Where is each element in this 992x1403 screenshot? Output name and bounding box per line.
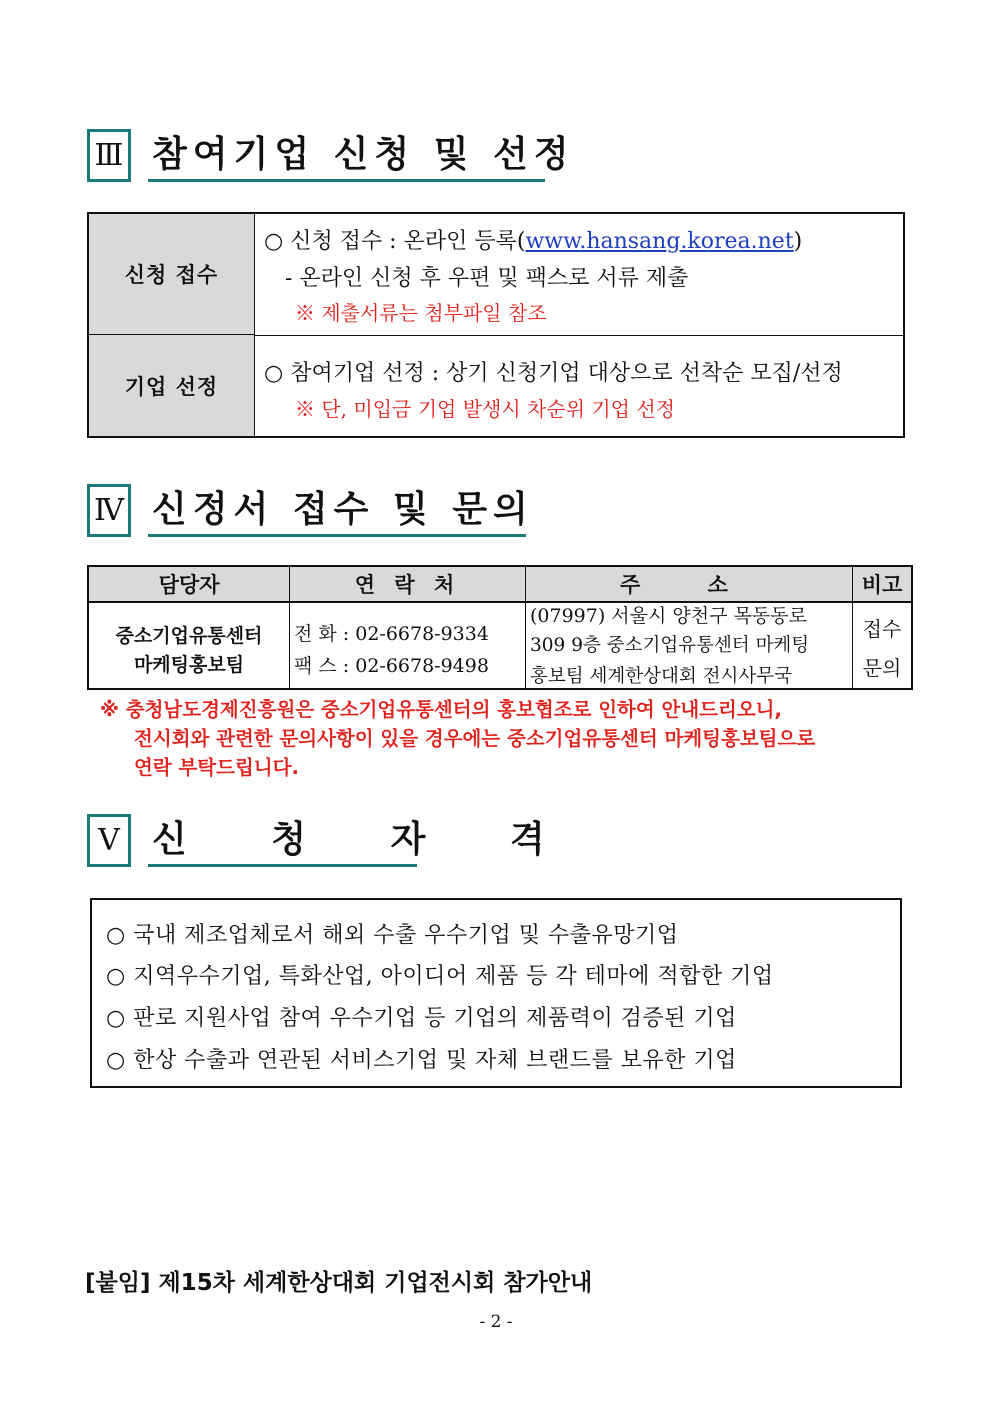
registration-link[interactable]: www.hansang.korea.net — [525, 229, 794, 254]
application-note: ※ 제출서류는 첨부파일 참조 — [295, 301, 547, 325]
contact-table — [87, 565, 913, 690]
notice-line-1: ※ 충청남도경제진흥원은 중소기업유통센터의 홍보협조로 인하여 안내드리오니, — [100, 698, 782, 721]
application-line-2: - 온라인 신청 후 우편 및 팩스로 서류 제출 — [285, 266, 689, 291]
selection-line-1: ○ 참여기업 선정 : 상기 신청기업 대상으로 선착순 모집/선정 — [264, 361, 843, 386]
contact-notice — [100, 695, 915, 782]
notice-line-3: 연락 부탁드립니다. — [134, 756, 299, 779]
address-line-3: 홍보팀 세계한상대회 전시사무국 — [530, 666, 792, 687]
eligibility-box — [90, 898, 902, 1088]
header-remarks: 비고 — [853, 567, 911, 601]
application-line-1 — [264, 224, 802, 255]
application-method-suffix: ) — [793, 229, 803, 254]
manager-line-1: 중소기업유통센터 — [115, 625, 263, 647]
address-line-2: 309 9층 중소기업유통센터 마케팅 — [530, 635, 810, 656]
eligibility-item: ○ 국내 제조업체로서 해외 수출 우수기업 및 수출유망기업 — [106, 923, 679, 948]
eligibility-item: ○ 판로 지원사업 참여 우수기업 등 기업의 제품력이 검증된 기업 — [106, 1006, 737, 1031]
fax-number: 팩 스 : 02-6678-9498 — [294, 655, 489, 677]
header-manager: 담당자 — [89, 567, 290, 601]
row-label-selection: 기업 선정 — [89, 335, 255, 436]
eligibility-item: ○ 지역우수기업, 특화산업, 아이디어 제품 등 각 테마에 적합한 기업 — [106, 964, 774, 989]
header-contact: 연 락 처 — [290, 567, 526, 601]
remarks-line-2: 문의 — [862, 656, 902, 680]
application-table — [87, 212, 905, 438]
section-number-3: Ⅲ — [87, 129, 131, 182]
cell-address — [526, 603, 853, 690]
header-address: 주 소 — [526, 567, 853, 601]
row-label-application: 신청 접수 — [89, 214, 255, 335]
selection-note: ※ 단, 미입금 기업 발생시 차순위 기업 선정 — [295, 397, 675, 421]
section-number-4: Ⅳ — [87, 484, 131, 537]
phone-number: 전 화 : 02-6678-9334 — [294, 623, 489, 645]
cell-contact — [290, 603, 526, 690]
section-number-5: Ⅴ — [87, 814, 131, 867]
cell-manager — [89, 603, 290, 690]
eligibility-item: ○ 한상 수출과 연관된 서비스기업 및 자체 브랜드를 보유한 기업 — [106, 1048, 737, 1073]
manager-line-2: 마케팅홍보팀 — [133, 654, 245, 676]
application-method-text: ○ 신청 접수 : 온라인 등록( — [264, 229, 526, 254]
row-cell-selection — [255, 335, 903, 436]
section-title-5: 신 청 자 격 — [148, 814, 417, 867]
remarks-line-1: 접수 — [862, 617, 902, 641]
address-line-1: (07997) 서울시 양천구 목동동로 — [530, 605, 807, 627]
attachment-note: [붙임] 제15차 세계한상대회 기업전시회 참가안내 — [85, 1270, 593, 1296]
section-title-3: 참여기업 신청 및 선정 — [148, 129, 545, 182]
cell-remarks — [853, 603, 911, 690]
row-cell-application — [255, 214, 903, 336]
notice-line-2: 전시회와 관련한 문의사항이 있을 경우에는 중소기업유통센터 마케팅홍보팀으로 — [134, 727, 816, 750]
section-title-4: 신정서 접수 및 문의 — [148, 484, 526, 537]
page-number: - 2 - — [479, 1312, 513, 1332]
